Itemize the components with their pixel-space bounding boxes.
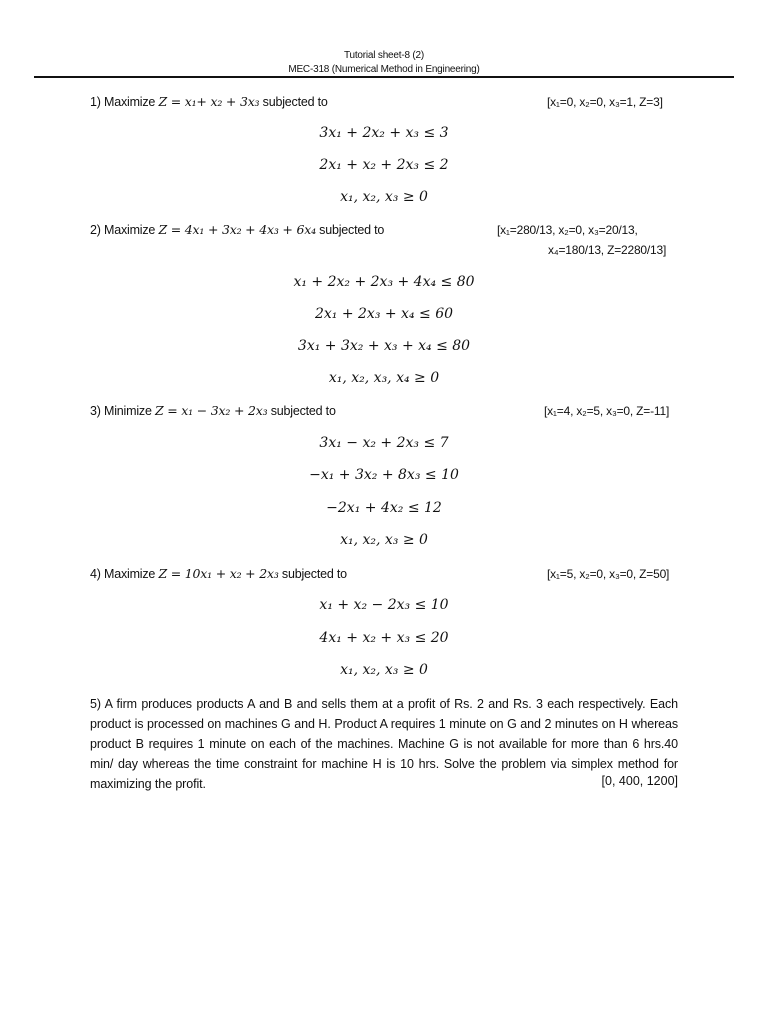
problem-4-constraint: 4x₁ + x₂ + x₃ ≤ 20: [319, 630, 449, 646]
problem-2-answer-line2: x₄=180/13, Z=2280/13]: [548, 243, 667, 257]
problem-4-nonnegativity: x₁, x₂, x₃ ≥ 0: [340, 662, 428, 678]
problem-1-answer: [x₁=0, x₂=0, x₃=1, Z=3]: [547, 95, 663, 109]
problem-2-nonnegativity: x₁, x₂, x₃, x₄ ≥ 0: [328, 370, 440, 386]
problem-4-prefix: 4) Maximize: [90, 567, 159, 581]
problem-3-constraint: −2x₁ + 4x₂ ≤ 12: [326, 500, 442, 516]
problem-3-nonnegativity: x₁, x₂, x₃ ≥ 0: [340, 532, 428, 548]
problem-4-statement: [90, 566, 347, 581]
problem-3-suffix: subjected to: [267, 404, 336, 418]
problem-1-nonnegativity: x₁, x₂, x₃ ≥ 0: [340, 189, 428, 205]
problem-1-suffix: subjected to: [259, 95, 328, 109]
problem-5-text: 5) A firm produces products A and B and sells them at a profit of Rs. 2 and Rs. 3 each respectively. Each product is processed on machines G and H. Product A requires 1 minute on G and 2 minutes on H whereas product B requires 1 minute on each of the machines. Machine G is not available for more than 6 hrs.40 min/ day whereas the time constraint for machine H is 10 hrs. Solve the problem via simplex method for maximizing the profit.: [90, 697, 678, 791]
sheet-title: Tutorial sheet-8 (2): [343, 50, 425, 61]
problem-3-prefix: 3) Minimize: [90, 404, 155, 418]
problem-1-statement: [90, 94, 328, 109]
problem-2-answer-line1: [x₁=280/13, x₂=0, x₃=20/13,: [497, 223, 638, 237]
problem-2-statement: [90, 222, 384, 237]
problem-4-constraint: x₁ + x₂ − 2x₃ ≤ 10: [319, 597, 449, 613]
problem-3-answer: [x₁=4, x₂=5, x₃=0, Z=-11]: [544, 404, 670, 418]
problem-2-objective: Z = 4x₁ + 3x₂ + 4x₃ + 6x₄: [158, 222, 316, 237]
problem-2-constraint: 2x₁ + 2x₃ + x₄ ≤ 60: [314, 306, 454, 322]
problem-2-prefix: 2) Maximize: [90, 223, 159, 237]
problem-3-statement: [90, 403, 336, 418]
course-title: MEC-318 (Numerical Method in Engineering): [288, 64, 480, 75]
problem-4-objective: Z = 10x₁ + x₂ + 2x₃: [158, 566, 279, 581]
problem-3-objective: Z = x₁ − 3x₂ + 2x₃: [154, 403, 268, 418]
problem-1-constraint: 3x₁ + 2x₂ + x₃ ≤ 3: [319, 125, 449, 141]
problem-3-constraint: −x₁ + 3x₂ + 8x₃ ≤ 10: [309, 467, 459, 483]
problem-2-constraint: 3x₁ + 3x₂ + x₃ + x₄ ≤ 80: [297, 338, 471, 354]
problem-2-constraint: x₁ + 2x₂ + 2x₃ + 4x₄ ≤ 80: [293, 274, 475, 290]
problem-4-answer: [x₁=5, x₂=0, x₃=0, Z=50]: [547, 567, 670, 581]
header-divider: [34, 76, 734, 78]
problem-1-objective: Z = x₁+ x₂ + 3x₃: [158, 94, 260, 109]
problem-4-suffix: subjected to: [278, 567, 347, 581]
problem-1-constraint: 2x₁ + x₂ + 2x₃ ≤ 2: [319, 157, 449, 173]
problem-1-prefix: 1) Maximize: [90, 95, 159, 109]
problem-5-answer: [0, 400, 1200]: [601, 774, 678, 788]
problem-2-suffix: subjected to: [315, 223, 385, 237]
problem-3-constraint: 3x₁ − x₂ + 2x₃ ≤ 7: [319, 435, 449, 451]
